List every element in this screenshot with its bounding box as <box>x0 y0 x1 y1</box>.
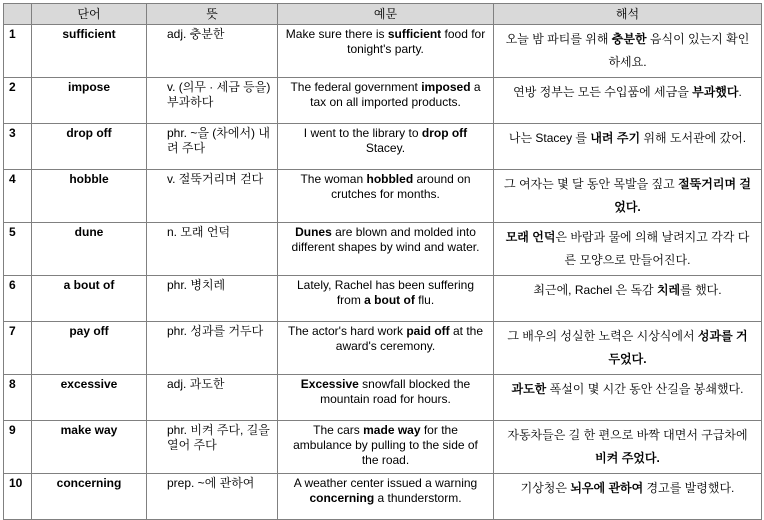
sentence-text: at the award's ceremony. <box>335 324 484 353</box>
vocab-meaning: v. (의무 · 세금 등을) 부과하다 <box>147 78 278 124</box>
sentence-text: A weather center issued a warning <box>293 476 478 490</box>
row-number: 8 <box>4 375 32 421</box>
highlighted-word: 뇌우에 관하여 <box>570 481 644 495</box>
translation <box>494 124 762 170</box>
vocab-word: impose <box>32 78 147 124</box>
example-sentence <box>278 25 494 78</box>
highlighted-word: Excessive <box>300 377 359 391</box>
table-row <box>4 78 762 124</box>
header-translation: 해석 <box>494 4 762 25</box>
highlighted-word: 내려 주기 <box>590 131 641 145</box>
highlighted-word: a bout of <box>364 293 415 307</box>
example-sentence <box>278 223 494 276</box>
row-number: 1 <box>4 25 32 78</box>
translation <box>494 322 762 375</box>
sentence-text: Lately, Rachel has been suffering from <box>296 278 474 307</box>
translation-text: 자동차들은 길 한 편으로 바짝 대면서 구급차에 <box>507 428 748 442</box>
row-number: 10 <box>4 474 32 520</box>
vocab-meaning: n. 모래 언덕 <box>147 223 278 276</box>
header-number <box>4 4 32 25</box>
highlighted-word: 치레 <box>656 283 681 297</box>
vocab-word: pay off <box>32 322 147 375</box>
highlighted-word: 비켜 주었다. <box>595 451 660 465</box>
sentence-text: The cars <box>313 423 364 437</box>
highlighted-word: made way <box>363 423 421 437</box>
table-row <box>4 276 762 322</box>
translation <box>494 78 762 124</box>
translation-text: 그 여자는 몇 달 동안 목발을 짚고 <box>504 177 679 191</box>
row-number: 4 <box>4 170 32 223</box>
header-meaning: 뜻 <box>147 4 278 25</box>
sentence-text: a thunderstorm. <box>374 491 462 505</box>
sentence-text: food for tonight's party. <box>347 27 486 56</box>
highlighted-word: Dunes <box>295 225 332 239</box>
translation <box>494 25 762 78</box>
table-row <box>4 223 762 276</box>
translation-text: 폭설이 몇 시간 동안 산길을 봉쇄했다. <box>546 382 744 396</box>
table-row <box>4 25 762 78</box>
sentence-text: Make sure there is <box>285 27 388 41</box>
translation-text: 위해 도서관에 갔어. <box>640 131 747 145</box>
highlighted-word: sufficient <box>387 27 442 41</box>
header-word: 단어 <box>32 4 147 25</box>
translation <box>494 170 762 223</box>
row-number: 2 <box>4 78 32 124</box>
row-number: 3 <box>4 124 32 170</box>
sentence-text: Stacey. <box>365 141 406 155</box>
row-number: 6 <box>4 276 32 322</box>
sentence-text: The federal government <box>290 80 422 94</box>
table-row <box>4 322 762 375</box>
translation-text: 나는 Stacey 를 <box>508 131 591 145</box>
highlighted-word: 과도한 <box>511 382 547 396</box>
row-number: 9 <box>4 421 32 474</box>
sentence-text: for the ambulance by pulling to the side of the road. <box>293 423 478 467</box>
vocab-word: make way <box>32 421 147 474</box>
highlighted-word: 충분한 <box>611 32 647 46</box>
header-row <box>4 4 762 25</box>
translation <box>494 474 762 520</box>
translation-text: 를 했다. <box>680 283 722 297</box>
example-sentence <box>278 322 494 375</box>
vocab-word: drop off <box>32 124 147 170</box>
table-row <box>4 124 762 170</box>
example-sentence <box>278 421 494 474</box>
translation-text: 은 바람과 물에 의해 날려지고 각각 다른 모양으로 만들어진다. <box>555 230 750 267</box>
translation <box>494 421 762 474</box>
highlighted-word: concerning <box>309 491 375 505</box>
vocab-word: hobble <box>32 170 147 223</box>
example-sentence <box>278 124 494 170</box>
example-sentence <box>278 78 494 124</box>
row-number: 7 <box>4 322 32 375</box>
example-sentence <box>278 474 494 520</box>
translation-text: . <box>738 85 742 99</box>
header-example: 예문 <box>278 4 494 25</box>
example-sentence <box>278 276 494 322</box>
highlighted-word: hobbled <box>366 172 414 186</box>
sentence-text: a tax on all imported products. <box>310 80 481 109</box>
table-row <box>4 421 762 474</box>
translation-text: 경고를 발령했다. <box>643 481 735 495</box>
translation-text: 최근에, Rachel 은 독감 <box>533 283 657 297</box>
sentence-text: flu. <box>414 293 435 307</box>
translation-text: 그 배우의 성실한 노력은 시상식에서 <box>507 329 698 343</box>
example-sentence <box>278 375 494 421</box>
highlighted-word: 모래 언덕 <box>505 230 556 244</box>
sentence-text: snowfall blocked the mountain road for hours. <box>320 377 471 406</box>
table-row <box>4 375 762 421</box>
table-row <box>4 474 762 520</box>
translation-text: 음식이 있는지 확인하세요. <box>608 32 750 69</box>
highlighted-word: drop off <box>421 126 468 140</box>
highlighted-word: 성과를 거두었다. <box>608 329 748 366</box>
highlighted-word: imposed <box>421 80 471 94</box>
vocab-meaning: phr. ~을 (차에서) 내려 주다 <box>147 124 278 170</box>
translation <box>494 276 762 322</box>
translation-text: 연방 정부는 모든 수입품에 세금을 <box>513 85 693 99</box>
highlighted-word: paid off <box>406 324 450 338</box>
vocab-meaning: prep. ~에 관하여 <box>147 474 278 520</box>
vocab-word: excessive <box>32 375 147 421</box>
vocab-meaning: adj. 충분한 <box>147 25 278 78</box>
row-number: 5 <box>4 223 32 276</box>
translation-text: 기상청은 <box>520 481 571 495</box>
table-row <box>4 170 762 223</box>
translation <box>494 223 762 276</box>
sentence-text: The actor's hard work <box>287 324 407 338</box>
translation-text: 오늘 밤 파티를 위해 <box>505 32 612 46</box>
vocab-meaning: phr. 병치레 <box>147 276 278 322</box>
vocab-meaning: v. 절뚝거리며 걷다 <box>147 170 278 223</box>
translation <box>494 375 762 421</box>
highlighted-word: 절뚝거리며 걸었다. <box>614 177 751 214</box>
vocab-word: a bout of <box>32 276 147 322</box>
vocab-meaning: phr. 성과를 거두다 <box>147 322 278 375</box>
sentence-text: The woman <box>300 172 367 186</box>
vocab-word: dune <box>32 223 147 276</box>
vocabulary-table <box>3 3 762 520</box>
vocab-meaning: adj. 과도한 <box>147 375 278 421</box>
sentence-text: I went to the library to <box>303 126 422 140</box>
sentence-text: around on crutches for months. <box>331 172 471 201</box>
sentence-text: are blown and molded into different shapes by wind and water. <box>291 225 480 254</box>
highlighted-word: 부과했다 <box>692 85 739 99</box>
vocab-word: concerning <box>32 474 147 520</box>
example-sentence <box>278 170 494 223</box>
vocab-word: sufficient <box>32 25 147 78</box>
vocab-meaning: phr. 비켜 주다, 길을 열어 주다 <box>147 421 278 474</box>
